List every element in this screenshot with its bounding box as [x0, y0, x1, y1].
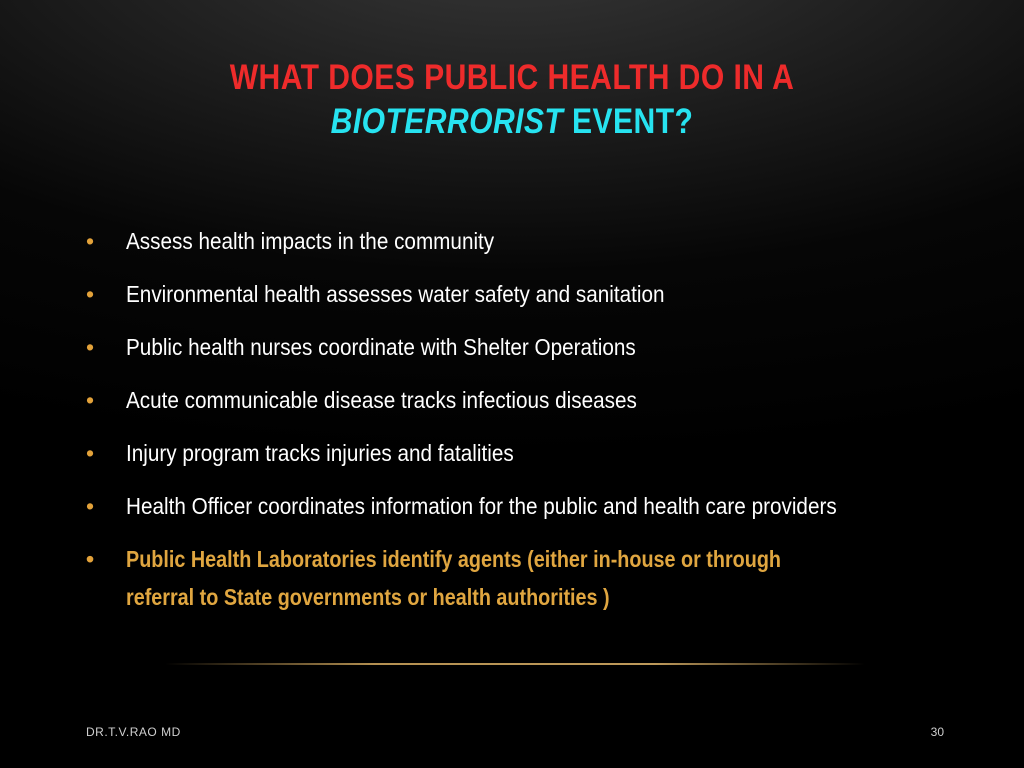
bullet-item — [86, 275, 946, 313]
bullet-marker: • — [86, 493, 95, 519]
bullet-marker: • — [86, 440, 95, 466]
bullet-marker: • — [86, 228, 95, 254]
bullet-text: Public health nurses coordinate with Shelter Operations — [126, 334, 636, 360]
title-emphasis: BIOTERRORIST — [330, 102, 564, 141]
bullet-text: Environmental health assesses water safety and sanitation — [126, 281, 665, 307]
bullet-text: Acute communicable disease tracks infectious diseases — [126, 387, 637, 413]
title-line-2-rest: EVENT? — [563, 102, 694, 141]
highlighted-bullet-text: Public Health Laboratories identify agents (either in-house or through referral to State governments or health authorities ) — [126, 546, 782, 610]
divider-line — [165, 663, 865, 665]
bullet-item — [86, 328, 946, 366]
bullet-item — [86, 487, 946, 525]
bullet-text: Injury program tracks injuries and fatalities — [126, 440, 514, 466]
title-line-2 — [123, 100, 900, 144]
bullet-text: Assess health impacts in the community — [126, 228, 495, 254]
bullet-marker: • — [86, 387, 95, 413]
bullet-item — [86, 222, 946, 260]
bullet-list — [86, 222, 946, 616]
slide-title — [123, 56, 900, 144]
footer-author: DR.T.V.RAO MD — [86, 725, 181, 739]
bullet-marker: • — [86, 281, 95, 307]
bullet-item — [86, 381, 946, 419]
bullet-marker: • — [86, 334, 95, 360]
title-line-1: WHAT DOES PUBLIC HEALTH DO IN A — [229, 58, 795, 97]
highlighted-bullet-item — [86, 540, 946, 616]
bullet-item — [86, 434, 946, 472]
bullet-text: Health Officer coordinates information for the public and health care providers — [126, 493, 837, 519]
page-number: 30 — [930, 725, 944, 739]
bullet-marker: • — [86, 546, 95, 572]
